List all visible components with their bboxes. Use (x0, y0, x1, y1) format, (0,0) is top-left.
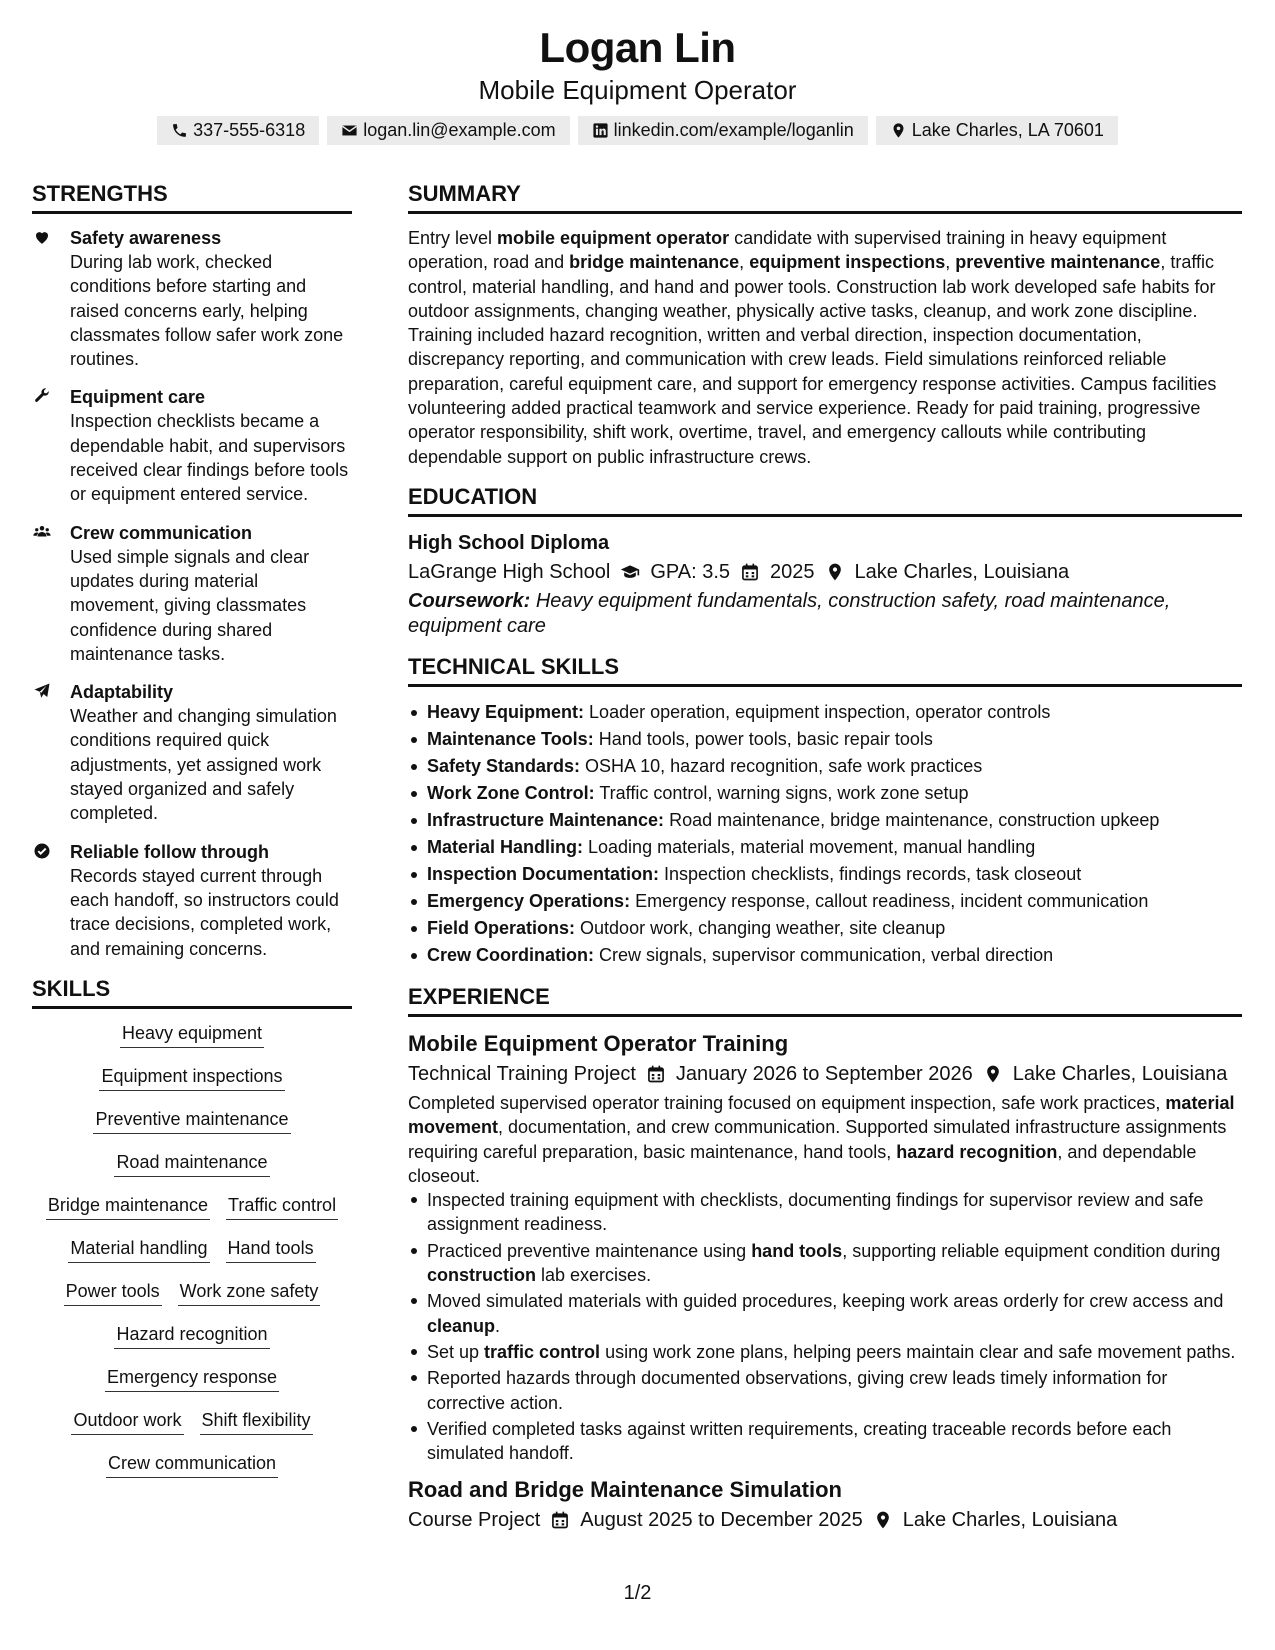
school-location: Lake Charles, Louisiana (854, 560, 1070, 583)
calendar-icon (740, 562, 760, 582)
experience-title: Mobile Equipment Operator Training (408, 1030, 789, 1056)
experience-bullet (408, 1366, 1242, 1415)
technical-skill-item (408, 915, 1242, 942)
technical-skill-text: Loading materials, material movement, manual handling (583, 836, 1036, 857)
text-fragment: using work zone plans, helping peers maintain clear and safe movement paths. (600, 1341, 1236, 1362)
summary-heading: SUMMARY (408, 180, 1242, 214)
experience-location: Lake Charles, Louisiana (902, 1509, 1118, 1532)
location-chip (876, 116, 1118, 145)
bold-keyword: preventive maintenance (955, 252, 1161, 273)
linkedin-text: linkedin.com/example/loganlin (613, 120, 854, 140)
check-circle-icon (32, 840, 54, 961)
text-fragment: , and dependable closeout. (408, 1141, 1197, 1186)
skill-tag: Equipment inspections (99, 1064, 284, 1091)
strength-item (32, 840, 352, 961)
text-fragment: Verified completed tasks against written requirements, creating traceable records before each simulated handoff. (427, 1418, 1172, 1464)
technical-skill-text: Loader operation, equipment inspection, operator controls (584, 701, 1051, 722)
linkedin-chip[interactable] (578, 116, 868, 145)
email-chip[interactable] (327, 116, 569, 145)
skill-row (32, 1150, 352, 1177)
paper-plane-icon (32, 680, 54, 825)
bold-keyword: material movement (408, 1092, 1235, 1138)
strength-title: Equipment care (70, 387, 206, 408)
text-fragment: , traffic control, material handling, and hand and power tools. Construction lab work developed safe habits for outdoor assignments, changing weather, physically active tasks, cleanup, and work zone discipline. Training included hazard recognition, written and verbal direction, inspection documentation, discrepancy reporting, and communication with crew leads. Field simulations reinforced reliable preparation, careful equipment care, and support for emergency response activities. Campus facilities volunteering added practical teamwork and service experience. Ready for paid training, progressive operator responsibility, shift work, overtime, travel, and emergency callouts while contributing dependable support on public infrastructure crews. (408, 252, 1217, 467)
skill-tag: Traffic control (226, 1193, 338, 1220)
experience-heading: EXPERIENCE (408, 983, 1242, 1017)
map-pin-icon (825, 562, 845, 582)
strength-body (70, 226, 352, 371)
education-meta (408, 557, 1242, 587)
degree-title: High School Diploma (408, 531, 610, 554)
skill-tag: Shift flexibility (200, 1408, 313, 1435)
skill-tag: Road maintenance (114, 1150, 269, 1177)
experience-org: Course Project (408, 1509, 541, 1532)
location-text: Lake Charles, LA 70601 (911, 120, 1104, 140)
technical-skill-label: Heavy Equipment: (427, 701, 585, 722)
envelope-icon (341, 122, 358, 139)
technical-skill-text: Road maintenance, bridge maintenance, construction upkeep (664, 809, 1160, 830)
phone-text: 337-555-6318 (193, 120, 306, 140)
skill-row (32, 1365, 352, 1392)
calendar-icon (646, 1064, 666, 1084)
strength-text: Used simple signals and clear updates during material movement, giving classmates confidence during shared maintenance tasks. (70, 546, 310, 664)
strength-title: Reliable follow through (70, 841, 269, 862)
map-pin-icon (890, 122, 907, 139)
email-text: logan.lin@example.com (363, 120, 556, 140)
bold-keyword: traffic control (484, 1341, 601, 1362)
bold-keyword: cleanup (427, 1315, 496, 1336)
text-fragment: Entry level (408, 228, 498, 248)
skill-tag: Bridge maintenance (46, 1193, 210, 1220)
technical-skill-label: Field Operations: (427, 917, 576, 938)
technical-skill-label: Safety Standards: (427, 755, 581, 776)
technical-skill-label: Crew Coordination: (427, 944, 594, 965)
skill-row (32, 1107, 352, 1134)
experience-bullet (408, 1417, 1242, 1466)
experience-bullet (408, 1239, 1242, 1288)
calendar-icon (550, 1510, 570, 1530)
users-icon (32, 521, 54, 666)
text-fragment: Inspected training equipment with checklists, documenting findings for supervisor review and safe assignment readiness. (427, 1190, 1204, 1235)
strength-body (70, 385, 352, 506)
strengths-heading: STRENGTHS (32, 180, 352, 214)
skill-row (32, 1451, 352, 1478)
skill-row (32, 1064, 352, 1091)
technical-skill-text: Outdoor work, changing weather, site cleanup (575, 917, 946, 938)
technical-skill-item (408, 861, 1242, 888)
experience-dates: January 2026 to September 2026 (675, 1062, 973, 1085)
skill-tag: Outdoor work (71, 1408, 183, 1435)
technical-skill-label: Work Zone Control: (427, 782, 595, 803)
technical-skill-item (408, 780, 1242, 807)
technical-skill-item (408, 888, 1242, 915)
skill-tag: Hazard recognition (114, 1322, 269, 1349)
skill-row (32, 1021, 352, 1048)
experience-list (408, 1029, 1242, 1535)
experience-dates: August 2025 to December 2025 (580, 1509, 863, 1532)
strength-item (32, 521, 352, 666)
technical-skill-item (408, 942, 1242, 969)
text-fragment: lab exercises. (536, 1265, 652, 1286)
bold-keyword: construction (427, 1265, 537, 1286)
skill-tag: Material handling (68, 1236, 209, 1263)
education-heading: EDUCATION (408, 483, 1242, 517)
coursework-text: Heavy equipment fundamentals, construction safety, road maintenance, equipment care (408, 589, 1171, 637)
experience-location: Lake Charles, Louisiana (1012, 1062, 1228, 1085)
coursework-label: Coursework: (408, 589, 531, 612)
strength-title: Crew communication (70, 522, 253, 543)
skill-tag: Crew communication (106, 1451, 278, 1478)
bold-keyword: hazard recognition (896, 1141, 1058, 1162)
technical-skill-label: Infrastructure Maintenance: (427, 809, 665, 830)
text-fragment: Reported hazards through documented observations, giving crew leads timely information for corrective action. (427, 1368, 1168, 1413)
experience-meta (408, 1505, 1242, 1535)
technical-skill-label: Emergency Operations: (427, 890, 631, 911)
phone-chip[interactable] (157, 116, 319, 145)
wrench-icon (32, 385, 54, 506)
skill-tag: Work zone safety (178, 1279, 321, 1306)
school-name: LaGrange High School (408, 560, 611, 583)
bold-keyword: mobile equipment operator (497, 228, 730, 248)
text-fragment: , (739, 252, 750, 273)
summary-text (408, 226, 1242, 469)
map-pin-icon (983, 1064, 1003, 1084)
strength-item (32, 226, 352, 371)
strengths-list (32, 226, 352, 961)
strength-title: Safety awareness (70, 228, 222, 248)
text-fragment: Completed supervised operator training focused on equipment inspection, safe work practices, (408, 1092, 1166, 1113)
experience-org: Technical Training Project (408, 1062, 636, 1085)
strength-title: Adaptability (70, 682, 174, 703)
text-fragment: candidate with supervised training in heavy equipment operation, road and (408, 228, 1167, 273)
skill-tag: Power tools (64, 1279, 162, 1306)
experience-title: Road and Bridge Maintenance Simulation (408, 1477, 842, 1503)
strength-body (70, 680, 352, 825)
phone-icon (171, 122, 188, 139)
job-title: Mobile Equipment Operator (478, 75, 797, 105)
contact-bar (0, 116, 1275, 145)
experience-entry (408, 1029, 1242, 1465)
technical-skill-text: Crew signals, supervisor communication, verbal direction (594, 944, 1054, 965)
technical-skill-item (408, 807, 1242, 834)
left-column (32, 180, 352, 1494)
technical-skill-label: Inspection Documentation: (427, 863, 660, 884)
text-fragment: Practiced preventive maintenance using (427, 1240, 752, 1261)
skill-row (32, 1279, 352, 1306)
bold-keyword: hand tools (751, 1240, 843, 1261)
technical-skill-item (408, 834, 1242, 861)
experience-meta (408, 1059, 1242, 1089)
technical-skill-text: Traffic control, warning signs, work zone setup (594, 782, 969, 803)
technical-skill-text: Emergency response, callout readiness, incident communication (630, 890, 1149, 911)
skill-tag: Heavy equipment (120, 1021, 264, 1048)
graduation-cap-icon (620, 562, 640, 582)
resume-header (0, 22, 1275, 145)
technical-skill-item (408, 726, 1242, 753)
gpa-text: GPA: 3.5 (650, 560, 731, 583)
map-pin-icon (873, 1510, 893, 1530)
skill-row (32, 1322, 352, 1349)
experience-description (408, 1091, 1242, 1188)
strength-body (70, 521, 352, 666)
technical-skills-list (408, 699, 1242, 969)
candidate-name: Logan Lin (539, 24, 736, 71)
skills-cloud (32, 1021, 352, 1478)
experience-bullet (408, 1289, 1242, 1338)
strength-item (32, 680, 352, 825)
skills-heading: SKILLS (32, 975, 352, 1009)
technical-skill-text: Inspection checklists, findings records, task closeout (659, 863, 1082, 884)
strength-text: Records stayed current through each handoff, so instructors could trace decisions, completed work, and remaining concerns. (70, 865, 339, 959)
technical-skills-heading: TECHNICAL SKILLS (408, 653, 1242, 687)
heart-icon (32, 226, 54, 371)
text-fragment: Moved simulated materials with guided procedures, keeping work areas orderly for crew access and (427, 1291, 1224, 1312)
technical-skill-item (408, 699, 1242, 726)
right-column (408, 180, 1242, 1535)
strength-item (32, 385, 352, 506)
text-fragment: . (495, 1315, 501, 1336)
strength-text: Inspection checklists became a dependable habit, and supervisors received clear findings before tools or equipment entered service. (70, 411, 349, 505)
skill-row (32, 1193, 352, 1220)
text-fragment: Set up (427, 1341, 485, 1362)
coursework (408, 589, 1242, 639)
technical-skill-label: Material Handling: (427, 836, 584, 857)
skill-row (32, 1236, 352, 1263)
text-fragment: , documentation, and crew communication. Supported simulated infrastructure assignments requiring careful preparation, basic maintenance, hand tools, (408, 1117, 1227, 1162)
experience-entry (408, 1475, 1242, 1535)
technical-skill-text: OSHA 10, hazard recognition, safe work practices (580, 755, 983, 776)
experience-bullet (408, 1340, 1242, 1364)
strength-text: During lab work, checked conditions before starting and raised concerns early, helping classmates follow safer work zone routines. (70, 252, 344, 370)
bold-keyword: equipment inspections (749, 252, 946, 273)
bold-keyword: bridge maintenance (569, 252, 740, 273)
strength-text: Weather and changing simulation conditions required quick adjustments, yet assigned work stayed organized and safely completed. (70, 706, 337, 824)
text-fragment: , (945, 252, 956, 273)
graduation-year: 2025 (770, 560, 815, 583)
experience-bullets (408, 1188, 1242, 1465)
skill-tag: Preventive maintenance (93, 1107, 290, 1134)
skill-tag: Hand tools (226, 1236, 316, 1263)
linkedin-icon (592, 122, 609, 139)
technical-skill-text: Hand tools, power tools, basic repair tools (593, 728, 933, 749)
technical-skill-label: Maintenance Tools: (427, 728, 594, 749)
text-fragment: , supporting reliable equipment condition during (842, 1240, 1221, 1261)
experience-bullet (408, 1188, 1242, 1237)
skill-tag: Emergency response (105, 1365, 279, 1392)
strength-body (70, 840, 352, 961)
skill-row (32, 1408, 352, 1435)
page-number: 1/2 (623, 1582, 652, 1604)
technical-skill-item (408, 753, 1242, 780)
